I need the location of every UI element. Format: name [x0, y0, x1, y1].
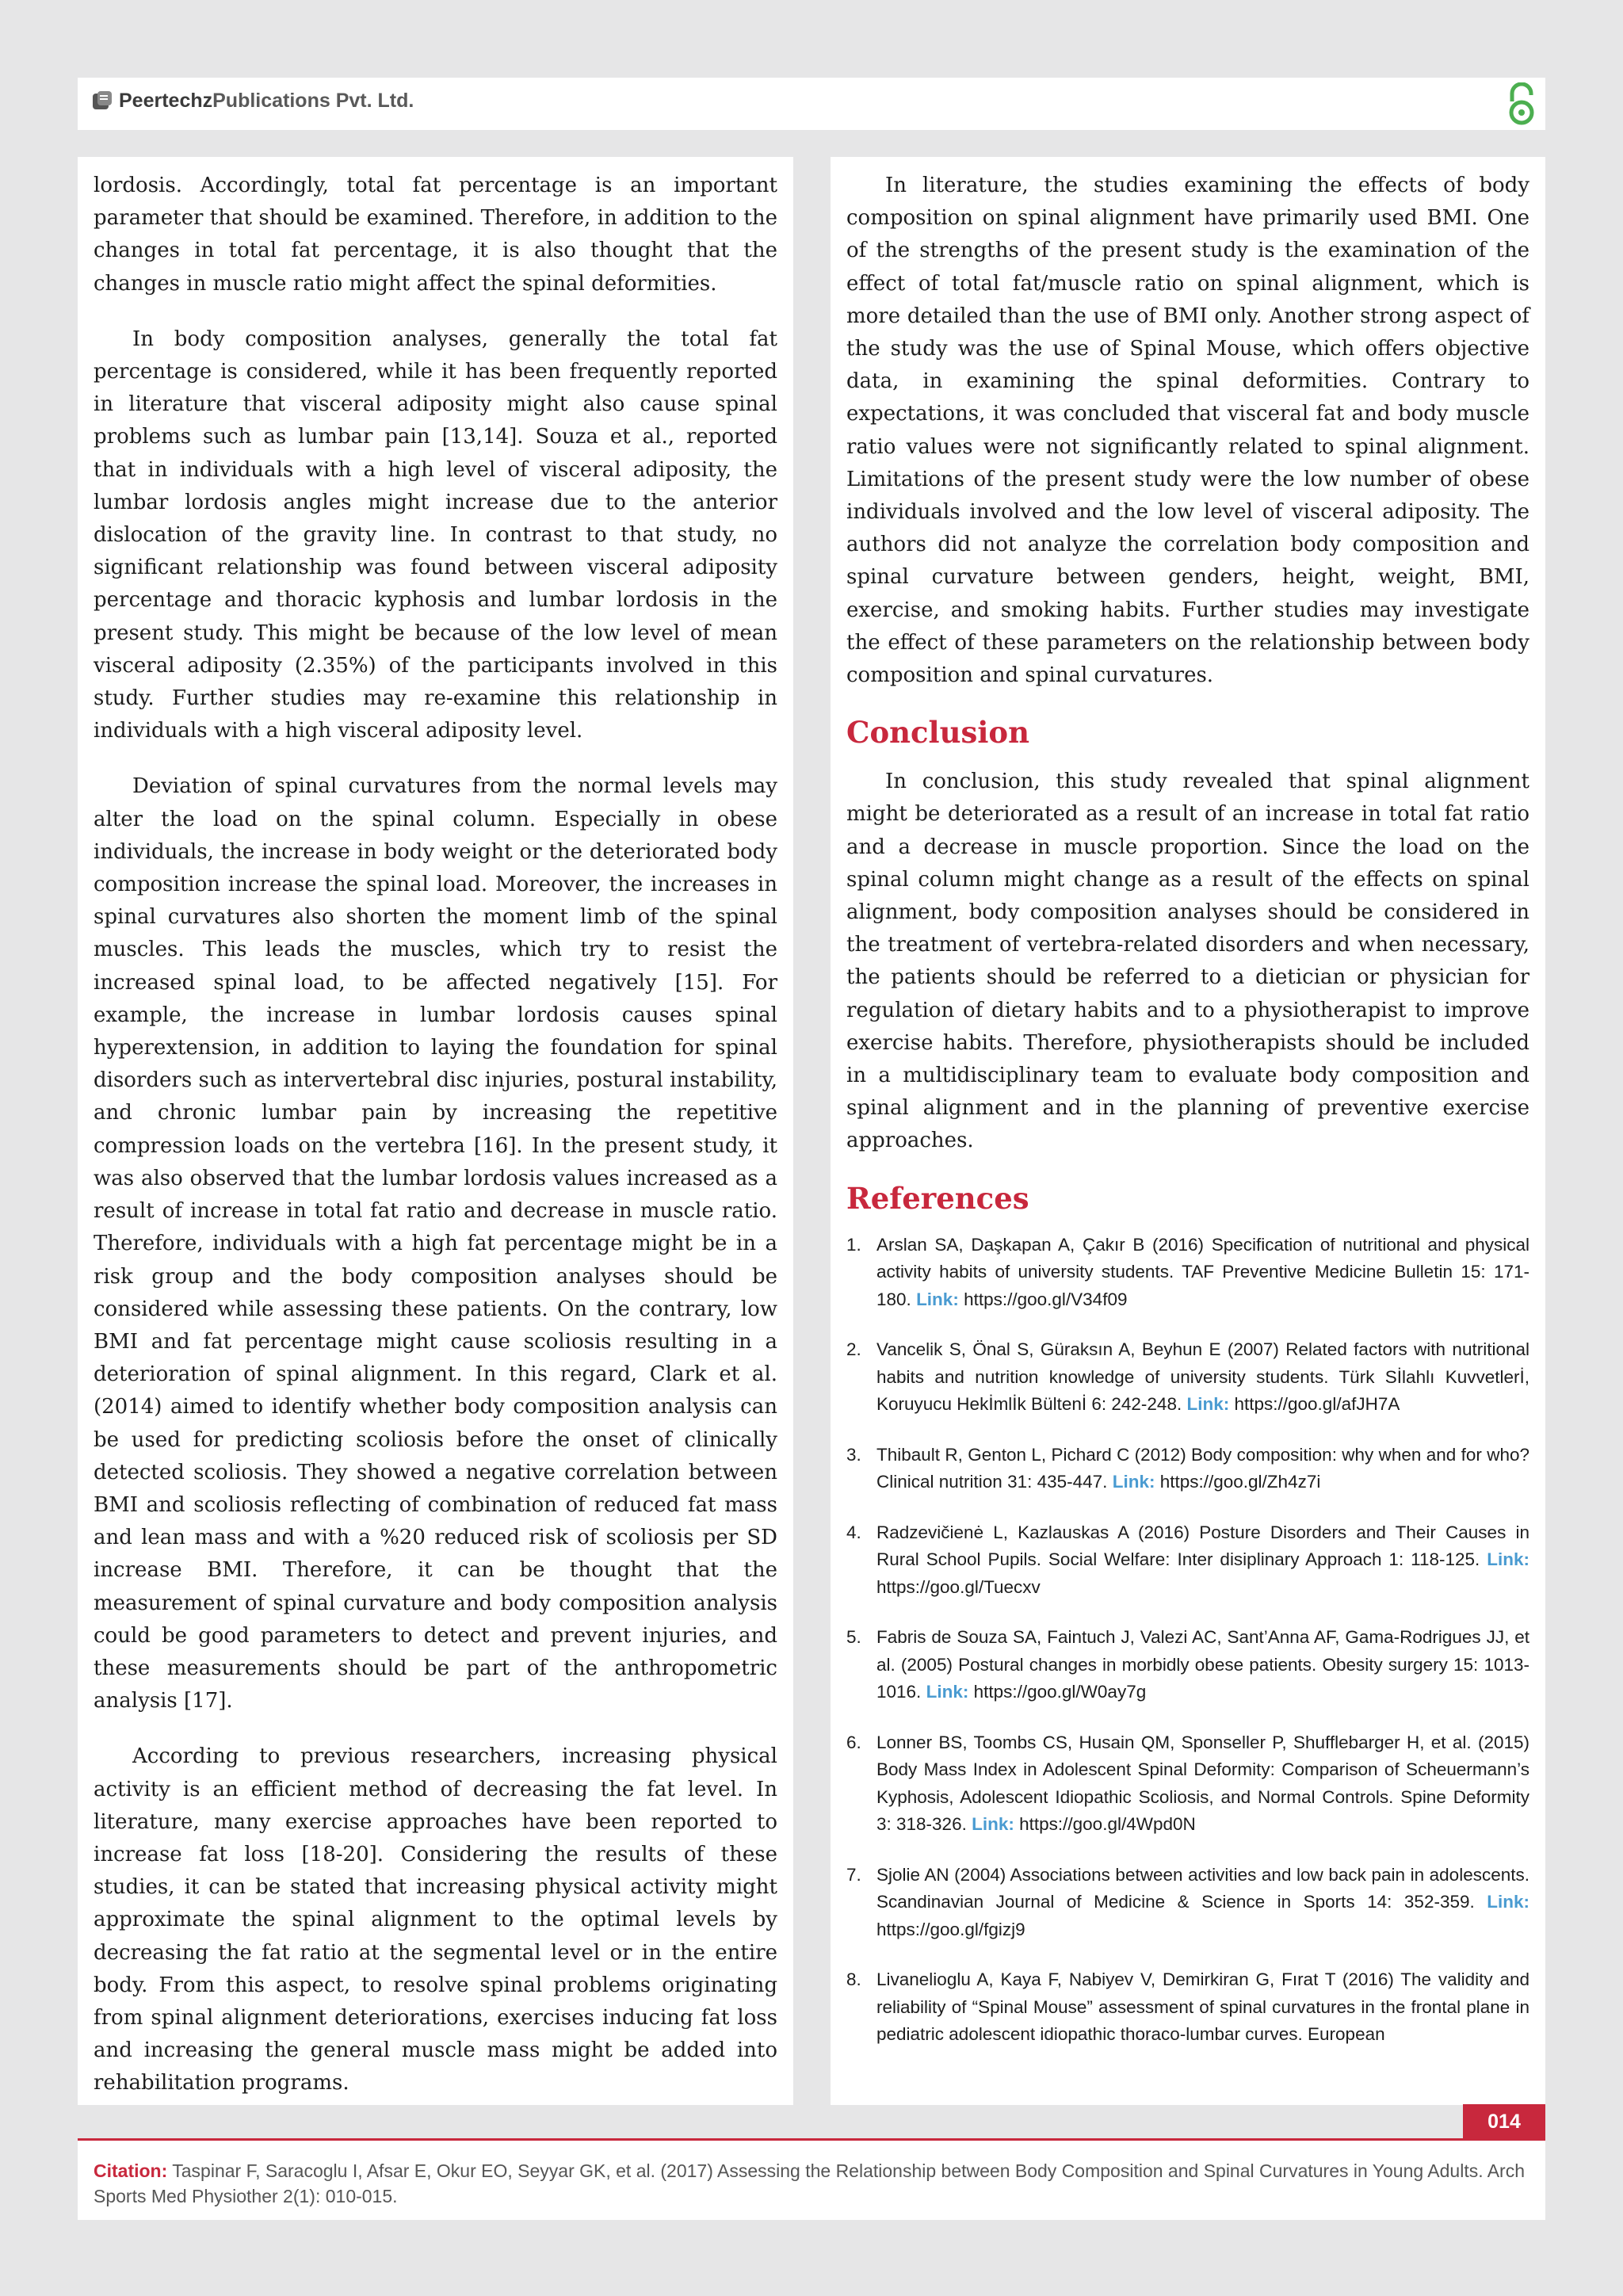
publisher-name-rest: Publications Pvt. Ltd.	[212, 89, 414, 112]
reference-number: 1.	[846, 1234, 861, 1255]
citation-footer	[78, 2141, 1545, 2220]
reference-link-label: Link:	[916, 1289, 959, 1309]
reference-citation: Lonner BS, Toombs CS, Husain QM, Sponseller P, Shufflebarger H, et al. (2015) Body Mass Index in Adolescent Spinal Deformity: Comparison of Scheuermann’s Kyphosis, Adolescent Idiopathic Scoliosis, and Normal Controls. Spine Deformity 3: 318-326.	[876, 1732, 1529, 1835]
discussion-paragraph: In literature, the studies examining the effects of body composition on spinal alignment have primarily used BMI. One of the strengths of the present study is the examination of the effect of total fat/muscle ratio on spinal alignment, which is more detailed than the use of BMI only. Another strong aspect of the study was the use of Spinal Mouse, which offers objective data, in examining the spinal deformities. Contrary to expectations, it was concluded that visceral fat and body muscle ratio values were not significantly related to spinal alignment. Limitations of the present study were the low number of obese individuals involved and the low level of visceral adiposity. The authors did not analyze the correlation body composition and spinal curvature between genders, height, weight, BMI, exercise, and smoking habits. Further studies may investigate the effect of these parameters on the relationship between body composition and spinal curvatures.	[846, 174, 1529, 688]
reference-number: 5.	[846, 1627, 861, 1648]
body-paragraph: Deviation of spinal curvatures from the normal levels may alter the load on the spinal column. Especially in obese individuals, the increase in body weight or the deteriorated body composition increase the spinal load. Moreover, the increases in spinal curvatures also shorten the moment limb of the spinal muscles. This leads the muscles, which try to resist the increased spinal load, to be affected negatively [15]. For example, the increase in lumbar lordosis causes spinal hyperextension, in addition to laying the foundation for spinal disorders such as intervertebral disc injuries, postural instability, and chronic lumbar pain by increasing the repetitive compression loads on the vertebra [16]. In the present study, it was also observed that the lumbar lordosis values increased as a result of increase in total fat ratio and decrease in muscle ratio. Therefore, individuals with a high fat percentage might be in a risk group and the body composition analyses should be considered while assessing these patients. On the contrary, low BMI and fat percentage might cause scoliosis resulting in a deterioration of spinal alignment. In this regard, Clark et al. (2014) aimed to identify whether body composition analysis can be used for predicting scoliosis before the onset of clinically detected scoliosis. They showed a negative correlation between BMI and scoliosis reflecting of combination of reduced fat mass and lean mass and with a %20 reduced risk of scoliosis per SD increase BMI. Therefore, it can be thought that the measurement of spinal curvature and body composition analysis could be good parameters to detect and prevent injuries, and these measurements should be part of the anthropometric analysis [17].	[94, 774, 777, 1713]
reference-link-label: Link:	[972, 1814, 1014, 1835]
reference-citation: Arslan SA, Daşkapan A, Çakır B (2016) Specification of nutritional and physical activity habits of university students. TAF Preventive Medicine Bulletin 15: 171-180.	[876, 1234, 1529, 1309]
reference-item	[846, 1862, 1529, 1944]
reference-text	[876, 1624, 1529, 1706]
reference-link[interactable]: https://goo.gl/4Wpd0N	[1019, 1814, 1196, 1835]
reference-number: 3.	[846, 1444, 861, 1465]
reference-item	[846, 1442, 1529, 1496]
reference-link[interactable]: https://goo.gl/Zh4z7i	[1159, 1472, 1321, 1492]
reference-text	[876, 1862, 1529, 1944]
reference-text	[876, 1336, 1529, 1419]
references-heading: References	[846, 1180, 1029, 1216]
reference-link-label: Link:	[1112, 1472, 1155, 1492]
open-access-icon	[1506, 82, 1537, 127]
conclusion-heading: Conclusion	[846, 715, 1029, 751]
reference-list	[846, 1232, 1529, 2049]
journal-header	[78, 78, 1545, 130]
reference-link[interactable]: https://goo.gl/W0ay7g	[973, 1682, 1147, 1702]
body-paragraph: lordosis. Accordingly, total fat percentage is an important parameter that should be examined. Therefore, in addition to the changes in total fat percentage, it is also thought that the changes in muscle ratio might affect the spinal deformities.	[94, 174, 777, 296]
reference-item	[846, 1519, 1529, 1602]
reference-citation: Radzevičienė L, Kazlauskas A (2016) Posture Disorders and Their Causes in Rural School Pupils. Social Welfare: Inter disiplinary Approach 1: 118-125.	[876, 1522, 1529, 1570]
reference-citation: Fabris de Souza SA, Faintuch J, Valezi AC, Sant’Anna AF, Gama-Rodrigues JJ, et al. (2005) Postural changes in morbidly obese patients. Obesity surgery 15: 1013-1016.	[876, 1627, 1529, 1702]
reference-link-label: Link:	[1186, 1394, 1230, 1415]
publisher-logo	[90, 89, 414, 113]
reference-link[interactable]: https://goo.gl/Tuecxv	[876, 1576, 1041, 1597]
reference-number: 7.	[846, 1864, 861, 1885]
reference-citation: Vancelik S, Önal S, Güraksın A, Beyhun E (2007) Related factors with nutritional habits and nutrition knowledge of university students. Türk Sİlahlı Kuvvetlerİ, Koruyucu Hekİmlİk Bültenİ 6: 242-248.	[876, 1339, 1529, 1415]
left-column	[78, 157, 793, 2105]
reference-link-label: Link:	[1487, 1549, 1529, 1570]
body-paragraph: According to previous researchers, increasing physical activity is an efficient method of decreasing the fat level. In literature, many exercise approaches have been reported to increase fat loss [18-20]. Considering the results of these studies, it can be stated that increasing physical activity might approximate the spinal alignment to the optimal levels by decreasing the fat ratio at the segmental level or in the entire body. From this aspect, to resolve spinal problems originating from spinal alignment deteriorations, exercises inducing fat loss and increasing the general muscle mass might be added into rehabilitation programs.	[94, 1744, 777, 2095]
reference-text	[876, 1966, 1529, 2049]
reference-text	[876, 1729, 1529, 1839]
reference-link-label: Link:	[1487, 1892, 1529, 1912]
reference-link[interactable]: https://goo.gl/fgizj9	[876, 1919, 1025, 1939]
reference-number: 4.	[846, 1522, 861, 1542]
reference-item	[846, 1966, 1529, 2049]
reference-item	[846, 1336, 1529, 1419]
reference-number: 2.	[846, 1339, 861, 1360]
reference-citation: Thibault R, Genton L, Pichard C (2012) Body composition: why when and for who? Clinical nutrition 31: 435-447.	[876, 1444, 1529, 1492]
right-column	[831, 157, 1545, 2105]
reference-item	[846, 1232, 1529, 1314]
reference-link-label: Link:	[926, 1682, 969, 1702]
reference-link[interactable]: https://goo.gl/afJH7A	[1234, 1394, 1400, 1415]
publisher-logo-icon	[90, 89, 114, 113]
reference-citation: Sjolie AN (2004) Associations between activities and low back pain in adolescents. Scandinavian Journal of Medicine & Science in Sports 14: 352-359.	[876, 1864, 1529, 1912]
publisher-name-bold: Peertechz	[119, 89, 213, 112]
body-paragraph: In body composition analyses, generally the total fat percentage is considered, while it has been frequently reported in literature that visceral adiposity might also cause spinal problems such as lumbar pain [13,14]. Souza et al., reported that in individuals with a high level of visceral adiposity, the lumbar lordosis angles might increase due to the anterior dislocation of the gravity line. In contrast to that study, no significant relationship was found between visceral adiposity percentage and thoracic kyphosis and lumbar lordosis in the present study. This might be because of the low level of mean visceral adiposity (2.35%) of the participants involved in this study. Further studies may re-examine this relationship in individuals with a high visceral adiposity level.	[94, 327, 777, 743]
reference-citation: Livanelioglu A, Kaya F, Nabiyev V, Demirkiran G, Fırat T (2016) The validity and reliability of “Spinal Mouse” assessment of spinal curvatures in the frontal plane in pediatric adolescent idiopathic thoraco-lumbar curves. European	[876, 1969, 1529, 2045]
reference-item	[846, 1729, 1529, 1839]
citation-label: Citation:	[94, 2160, 168, 2181]
reference-text	[876, 1232, 1529, 1314]
reference-link[interactable]: https://goo.gl/V34f09	[964, 1289, 1128, 1309]
citation-text: Taspinar F, Saracoglu I, Afsar E, Okur EO, Seyyar GK, et al. (2017) Assessing the Relationship between Body Composition and Spinal Curvatures in Young Adults. Arch Sports Med Physiother 2(1): 010-015.	[94, 2160, 1526, 2206]
reference-number: 6.	[846, 1732, 861, 1752]
reference-text	[876, 1442, 1529, 1496]
reference-number: 8.	[846, 1969, 861, 1990]
reference-text	[876, 1519, 1529, 1602]
page-number: 014	[1463, 2104, 1545, 2139]
conclusion-paragraph: In conclusion, this study revealed that spinal alignment might be deteriorated as a result of an increase in total fat ratio and a decrease in muscle proportion. Since the load on the spinal column might change as a result of the effects on spinal alignment, body composition analyses should be considered in the treatment of vertebra-related disorders and when necessary, the patients should be referred to a dietician or physician for regulation of dietary habits and to a physiotherapist to improve exercise habits. Therefore, physiotherapists should be included in a multidisciplinary team to evaluate body composition and spinal alignment and in the planning of preventive exercise approaches.	[846, 770, 1529, 1153]
reference-item	[846, 1624, 1529, 1706]
